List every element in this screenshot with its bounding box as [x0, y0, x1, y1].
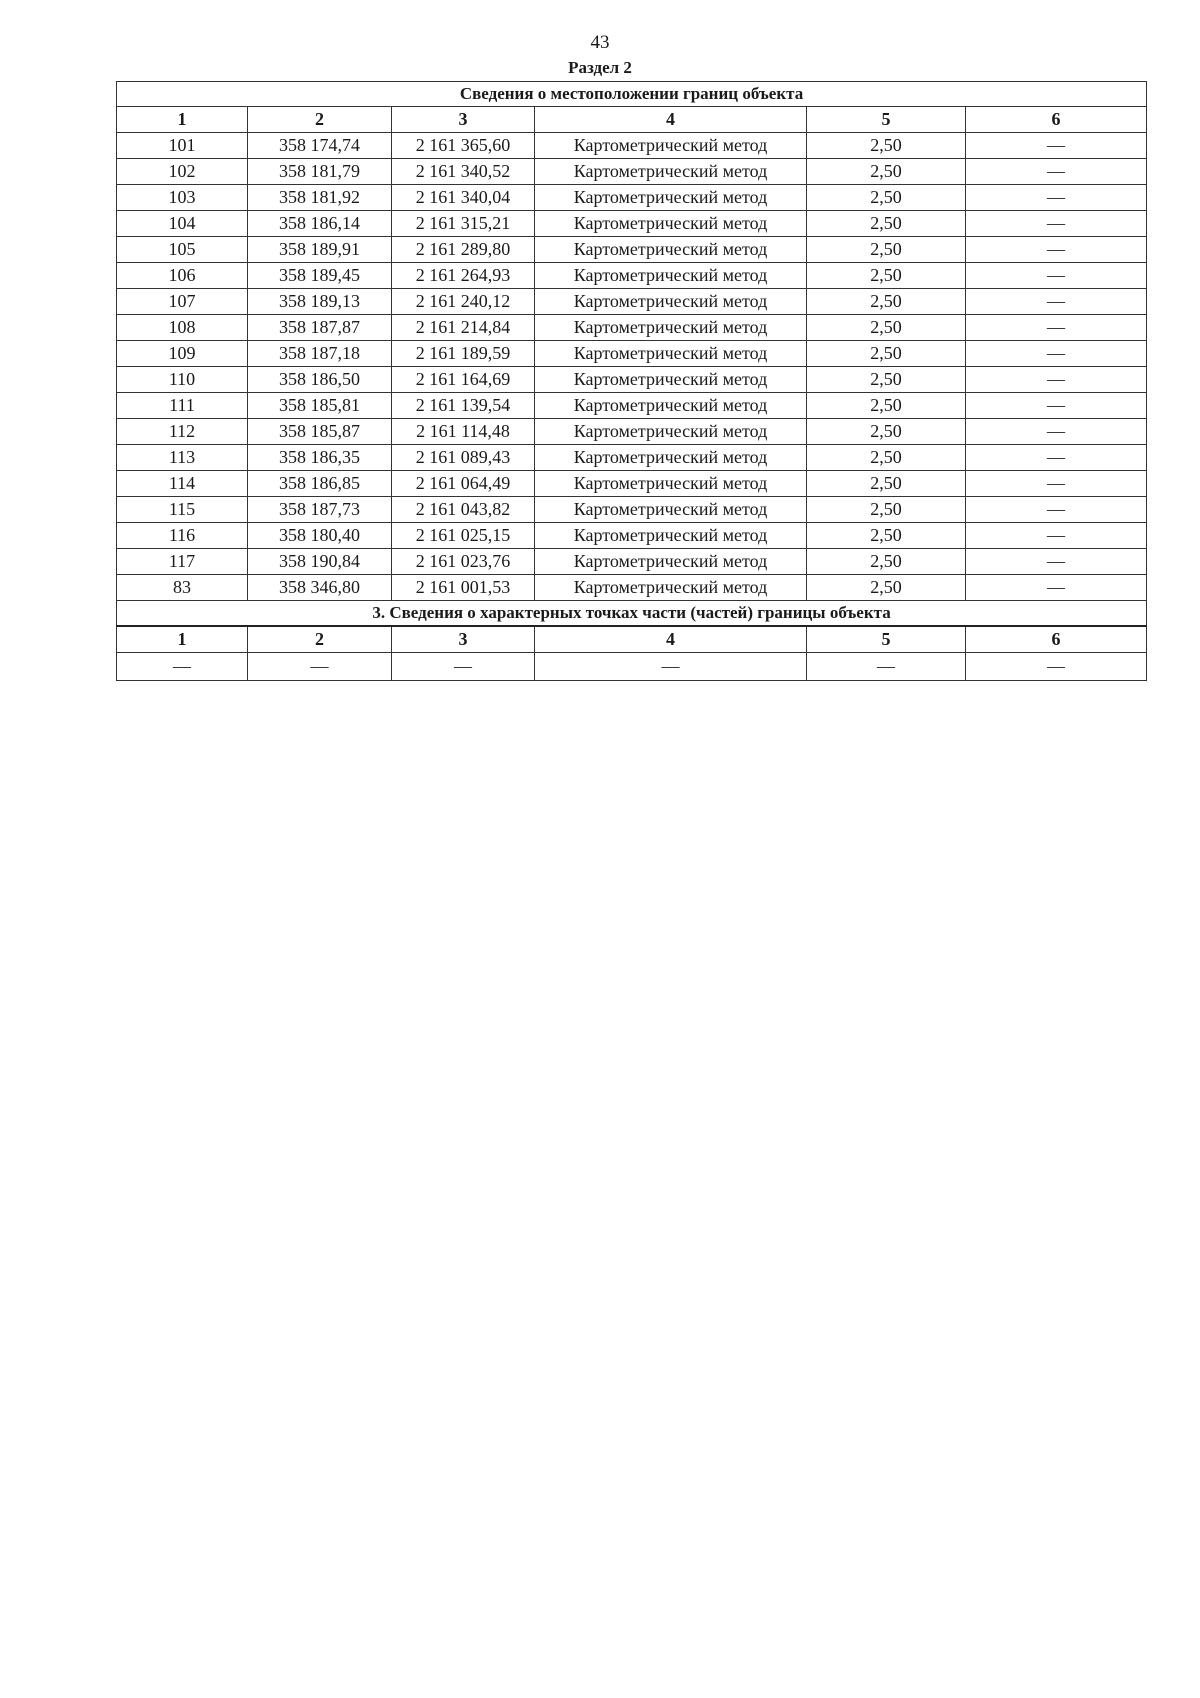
- table-cell: —: [966, 445, 1147, 471]
- table-cell: 2 161 315,21: [392, 211, 535, 237]
- table-cell: Картометрический метод: [535, 497, 807, 523]
- table-row: [117, 653, 1147, 681]
- table-row: [117, 341, 1147, 367]
- table1-header-cell: 2: [248, 107, 392, 133]
- table-cell: 358 187,18: [248, 341, 392, 367]
- table1-header-cell: 3: [392, 107, 535, 133]
- table-cell: —: [966, 419, 1147, 445]
- table-cell: Картометрический метод: [535, 263, 807, 289]
- table-cell: 358 187,73: [248, 497, 392, 523]
- table-cell: 358 181,79: [248, 159, 392, 185]
- table-cell: Картометрический метод: [535, 471, 807, 497]
- table-cell: —: [966, 523, 1147, 549]
- table-cell: 2,50: [807, 445, 966, 471]
- table-cell: —: [966, 549, 1147, 575]
- table-row: [117, 289, 1147, 315]
- table1-header-cell: 1: [117, 107, 248, 133]
- table2-header-row: [117, 626, 1147, 653]
- table2-header-cell: 1: [117, 626, 248, 653]
- table-cell: Картометрический метод: [535, 367, 807, 393]
- table-row: [117, 419, 1147, 445]
- table1-header-cell: 5: [807, 107, 966, 133]
- table2-header-cell: 5: [807, 626, 966, 653]
- table-row: [117, 185, 1147, 211]
- table1-caption: Сведения о местоположении границ объекта: [117, 82, 1147, 107]
- table-cell: 109: [117, 341, 248, 367]
- table-cell: —: [535, 653, 807, 681]
- table-cell: 2 161 025,15: [392, 523, 535, 549]
- table-cell: 2 161 340,52: [392, 159, 535, 185]
- table-cell: 112: [117, 419, 248, 445]
- table-cell: —: [807, 653, 966, 681]
- table-cell: Картометрический метод: [535, 237, 807, 263]
- table-cell: 2 161 089,43: [392, 445, 535, 471]
- table-cell: 2,50: [807, 289, 966, 315]
- table-row: [117, 497, 1147, 523]
- table-cell: 358 189,13: [248, 289, 392, 315]
- table-cell: 358 189,91: [248, 237, 392, 263]
- table1-header-row: [117, 107, 1147, 133]
- table-cell: 2,50: [807, 549, 966, 575]
- table-cell: 2,50: [807, 575, 966, 601]
- table-row: [117, 133, 1147, 159]
- table-cell: 2,50: [807, 185, 966, 211]
- table-cell: Картометрический метод: [535, 393, 807, 419]
- table-cell: 358 189,45: [248, 263, 392, 289]
- table-cell: 2 161 023,76: [392, 549, 535, 575]
- table-cell: 358 187,87: [248, 315, 392, 341]
- table-cell: 2 161 139,54: [392, 393, 535, 419]
- table-row: [117, 315, 1147, 341]
- table-cell: —: [966, 575, 1147, 601]
- table-cell: 83: [117, 575, 248, 601]
- table-row: [117, 367, 1147, 393]
- table2-header-cell: 4: [535, 626, 807, 653]
- table-cell: Картометрический метод: [535, 159, 807, 185]
- table-row: [117, 211, 1147, 237]
- table-cell: —: [966, 159, 1147, 185]
- table-row: [117, 263, 1147, 289]
- table-cell: 358 186,85: [248, 471, 392, 497]
- table-cell: 110: [117, 367, 248, 393]
- page-number: 43: [590, 32, 610, 53]
- table-cell: 2,50: [807, 159, 966, 185]
- table-cell: —: [966, 237, 1147, 263]
- table-cell: —: [966, 471, 1147, 497]
- table-cell: 358 186,35: [248, 445, 392, 471]
- table-cell: 358 185,87: [248, 419, 392, 445]
- table-cell: 105: [117, 237, 248, 263]
- table-cell: 2,50: [807, 315, 966, 341]
- table2-caption: 3. Сведения о характерных точках части (частей) границы объекта: [117, 601, 1147, 627]
- table-cell: 358 346,80: [248, 575, 392, 601]
- table-cell: 358 186,14: [248, 211, 392, 237]
- table-cell: 106: [117, 263, 248, 289]
- table-cell: —: [966, 497, 1147, 523]
- table-cell: 358 186,50: [248, 367, 392, 393]
- table-cell: 358 180,40: [248, 523, 392, 549]
- table2-header-cell: 6: [966, 626, 1147, 653]
- table-row: [117, 393, 1147, 419]
- table-cell: 2,50: [807, 341, 966, 367]
- table-cell: 116: [117, 523, 248, 549]
- table-cell: 2,50: [807, 393, 966, 419]
- table-cell: 114: [117, 471, 248, 497]
- table-cell: Картометрический метод: [535, 289, 807, 315]
- table-cell: 2,50: [807, 523, 966, 549]
- table-row: [117, 237, 1147, 263]
- table-row: [117, 523, 1147, 549]
- table-cell: 101: [117, 133, 248, 159]
- table-cell: 2 161 240,12: [392, 289, 535, 315]
- table-cell: 2,50: [807, 471, 966, 497]
- table-cell: —: [966, 263, 1147, 289]
- table-cell: 108: [117, 315, 248, 341]
- table-cell: Картометрический метод: [535, 575, 807, 601]
- table-cell: 358 181,92: [248, 185, 392, 211]
- table-cell: 2,50: [807, 263, 966, 289]
- table-cell: 2,50: [807, 211, 966, 237]
- table-cell: 107: [117, 289, 248, 315]
- table-cell: 358 185,81: [248, 393, 392, 419]
- table-cell: 2 161 164,69: [392, 367, 535, 393]
- table-cell: Картометрический метод: [535, 523, 807, 549]
- table-row: [117, 445, 1147, 471]
- boundary-coordinates-table: [116, 81, 1147, 681]
- table-cell: —: [966, 341, 1147, 367]
- table-cell: 102: [117, 159, 248, 185]
- table-cell: —: [966, 367, 1147, 393]
- table-cell: 2 161 064,49: [392, 471, 535, 497]
- table-row: [117, 159, 1147, 185]
- table-cell: 358 174,74: [248, 133, 392, 159]
- table-cell: 2 161 114,48: [392, 419, 535, 445]
- table-cell: —: [966, 315, 1147, 341]
- table1-header-cell: 4: [535, 107, 807, 133]
- table-cell: 2,50: [807, 367, 966, 393]
- section-title: Раздел 2: [568, 58, 632, 77]
- table-cell: —: [392, 653, 535, 681]
- table2-header-cell: 2: [248, 626, 392, 653]
- table-cell: Картометрический метод: [535, 133, 807, 159]
- table-cell: Картометрический метод: [535, 341, 807, 367]
- table-cell: 115: [117, 497, 248, 523]
- table-cell: 2 161 214,84: [392, 315, 535, 341]
- table-row: [117, 471, 1147, 497]
- table-cell: 358 190,84: [248, 549, 392, 575]
- table-cell: Картометрический метод: [535, 211, 807, 237]
- table-cell: 2 161 289,80: [392, 237, 535, 263]
- table-cell: —: [966, 133, 1147, 159]
- table-cell: 2 161 043,82: [392, 497, 535, 523]
- table-cell: —: [117, 653, 248, 681]
- table-cell: Картометрический метод: [535, 315, 807, 341]
- table2-caption-row: [117, 601, 1147, 627]
- table-cell: 2 161 001,53: [392, 575, 535, 601]
- table-cell: 113: [117, 445, 248, 471]
- table-cell: 2 161 264,93: [392, 263, 535, 289]
- table-cell: 111: [117, 393, 248, 419]
- table-cell: —: [966, 653, 1147, 681]
- table-cell: 104: [117, 211, 248, 237]
- table-row: [117, 575, 1147, 601]
- table-cell: 2,50: [807, 133, 966, 159]
- table-cell: Картометрический метод: [535, 185, 807, 211]
- table-body: [117, 82, 1147, 681]
- table-cell: —: [966, 393, 1147, 419]
- table1-header-cell: 6: [966, 107, 1147, 133]
- table-cell: Картометрический метод: [535, 445, 807, 471]
- table-cell: 117: [117, 549, 248, 575]
- table-cell: 2,50: [807, 497, 966, 523]
- table-cell: 2 161 340,04: [392, 185, 535, 211]
- table2-header-cell: 3: [392, 626, 535, 653]
- table-cell: —: [966, 289, 1147, 315]
- table-cell: Картометрический метод: [535, 419, 807, 445]
- table-cell: —: [966, 185, 1147, 211]
- table-row: [117, 549, 1147, 575]
- table-cell: —: [966, 211, 1147, 237]
- table-cell: —: [248, 653, 392, 681]
- table-cell: 2,50: [807, 237, 966, 263]
- table-cell: Картометрический метод: [535, 549, 807, 575]
- table-cell: 2,50: [807, 419, 966, 445]
- table-cell: 103: [117, 185, 248, 211]
- table-cell: 2 161 189,59: [392, 341, 535, 367]
- table1-caption-row: [117, 82, 1147, 107]
- table-cell: 2 161 365,60: [392, 133, 535, 159]
